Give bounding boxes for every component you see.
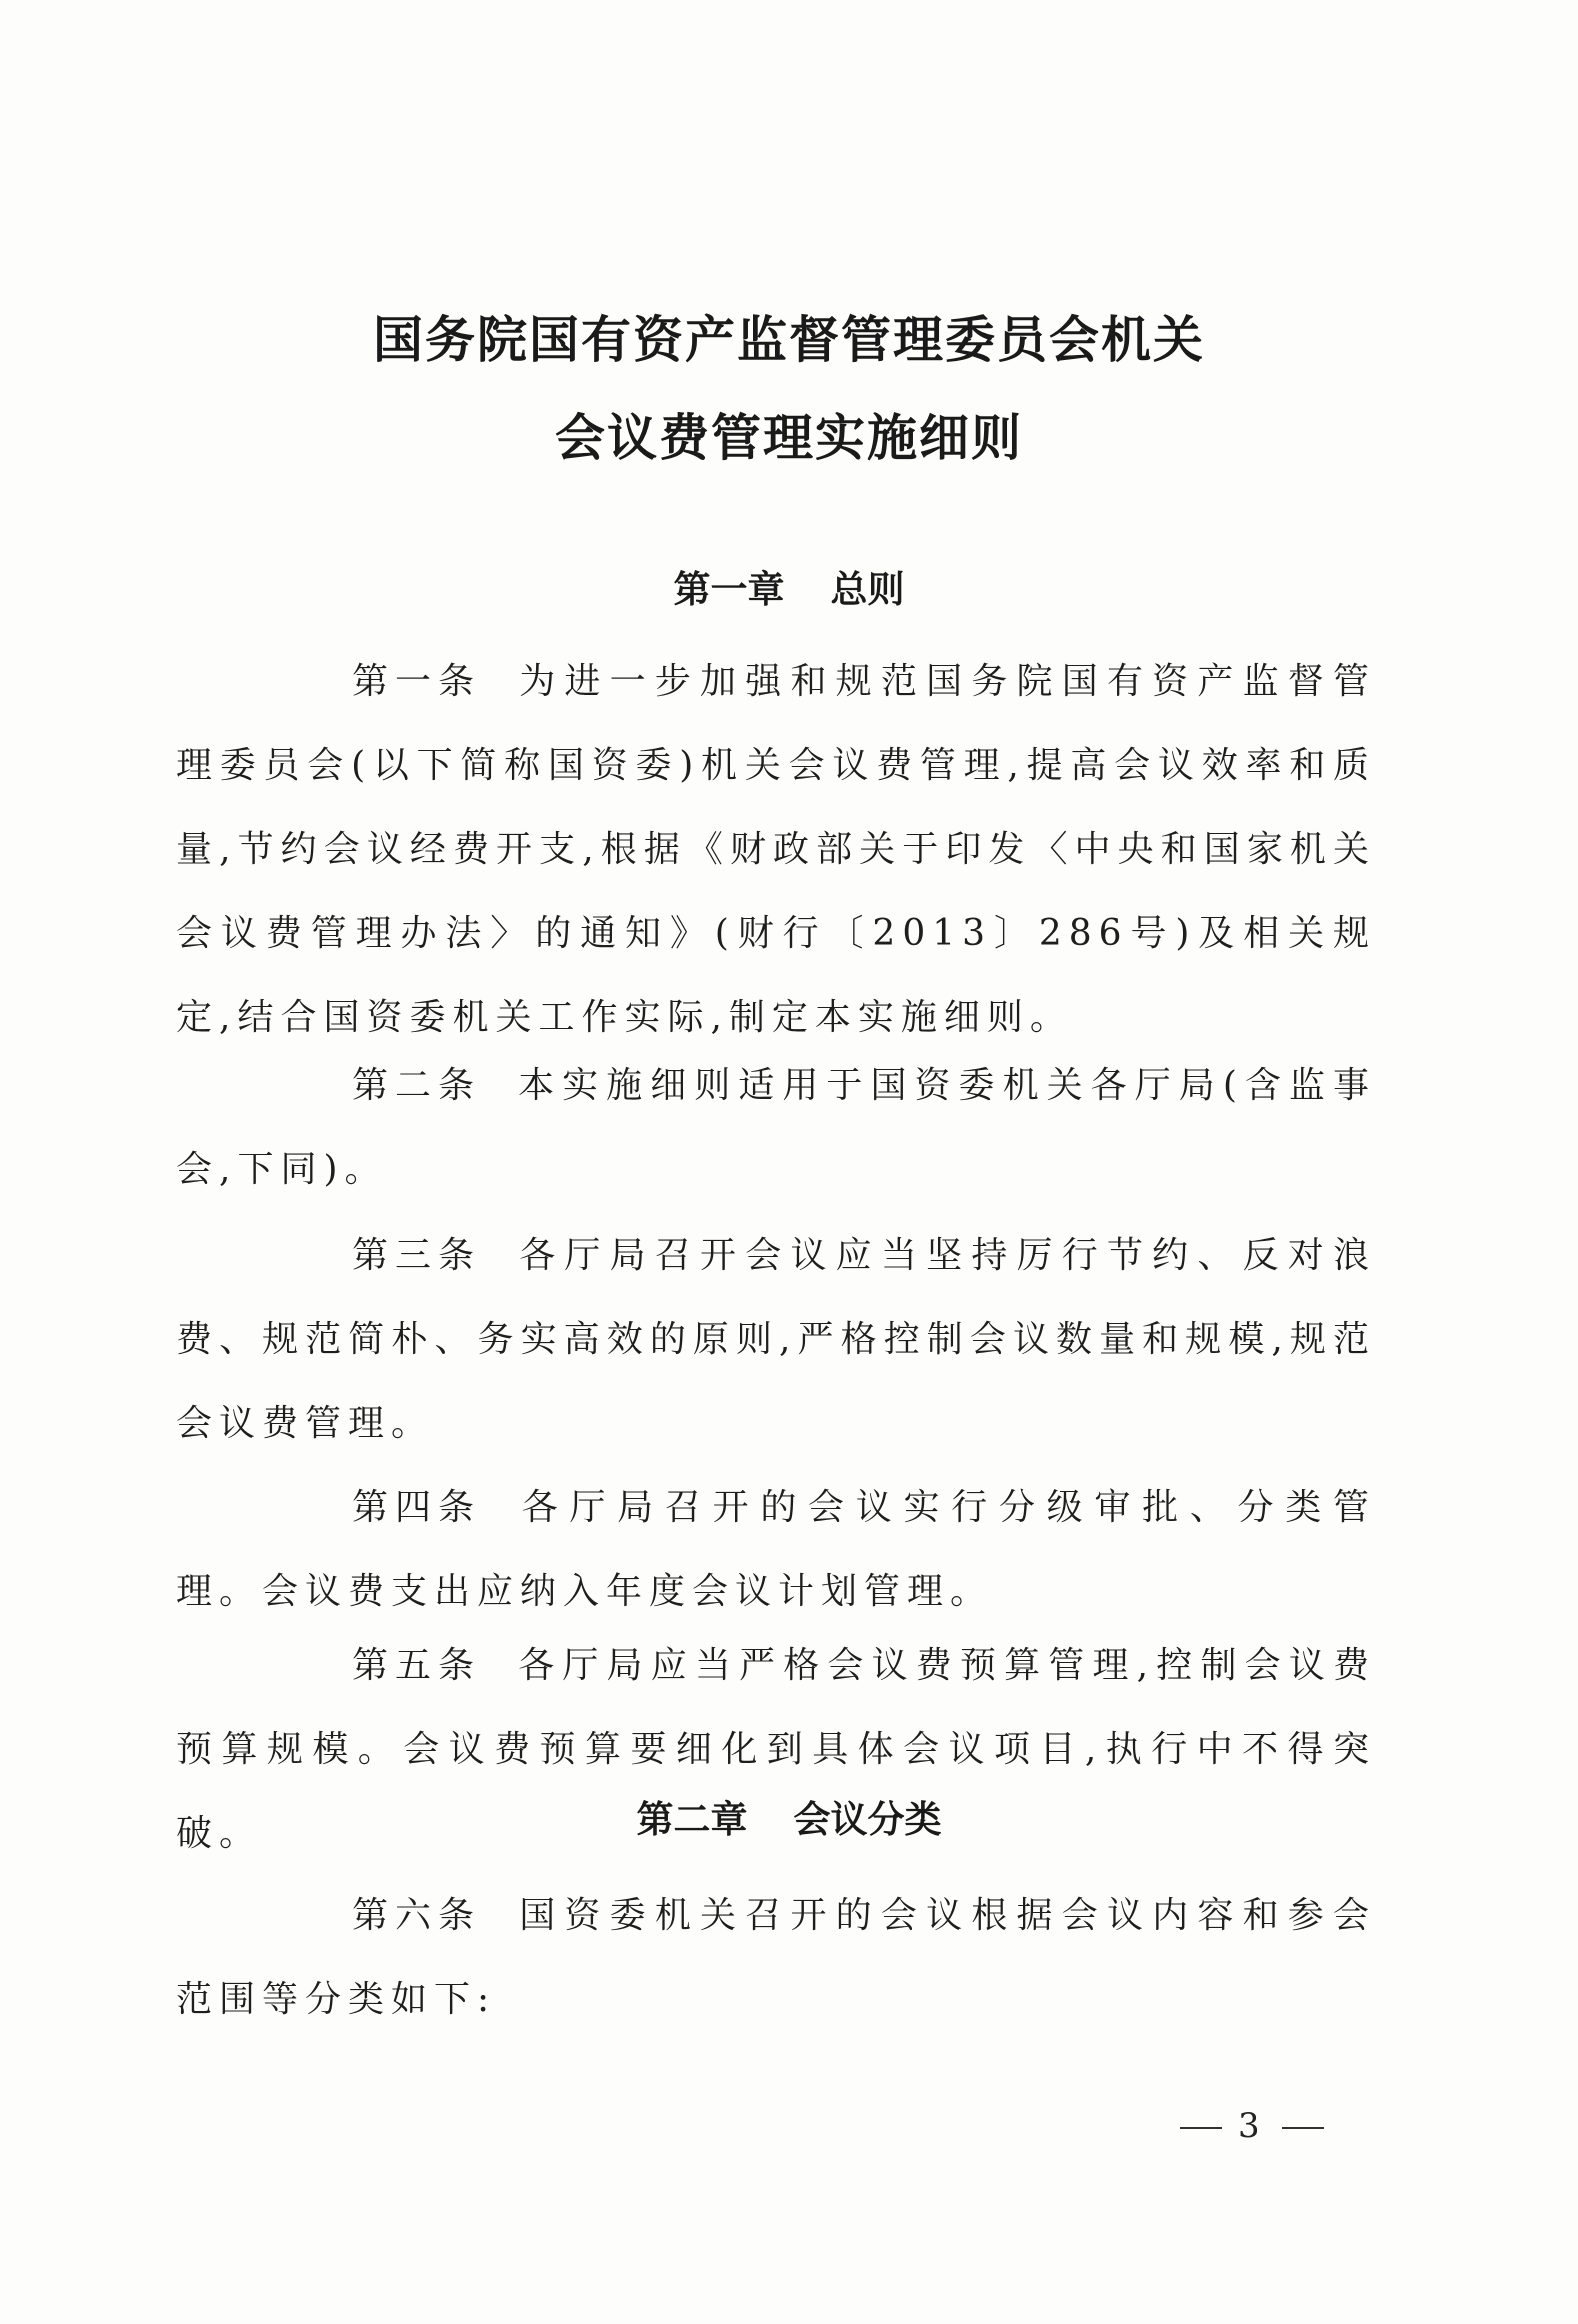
- document-title-line1: 国务院国有资产监督管理委员会机关: [373, 311, 1205, 369]
- article-2: [176, 1044, 1376, 1212]
- article-number: 第三条: [352, 1235, 482, 1276]
- article-text: 各厅局召开的会议实行分级审批、分类管理。会议费支出应纳入年度会议计划管理。: [176, 1487, 1376, 1612]
- article-text: 国资委机关召开的会议根据会议内容和参会范围等分类如下:: [176, 1895, 1376, 2020]
- chapter-heading-2: [0, 1798, 1578, 1842]
- page-number-dash-right: [1282, 2127, 1324, 2129]
- article-1: [176, 640, 1376, 1060]
- article-text: 本实施细则适用于国资委机关各厅局(含监事会,下同)。: [176, 1065, 1376, 1190]
- article-number: 第一条: [352, 661, 482, 702]
- article-text: 为进一步加强和规范国务院国有资产监督管理委员会(以下简称国资委)机关会议费管理,提高会议效率和质量,节约会议经费开支,根据《财政部关于印发〈中央和国家机关会议费管理办法〉的通知》(财行〔2013〕286号)及相关规定,结合国资委机关工作实际,制定本实施细则。: [176, 661, 1376, 1038]
- article-text: 各厅局召开会议应当坚持厉行节约、反对浪费、规范简朴、务实高效的原则,严格控制会议数量和规模,规范会议费管理。: [176, 1235, 1376, 1444]
- page-number-value: 3: [1238, 2106, 1266, 2146]
- chapter-heading-1: [0, 568, 1578, 612]
- chapter-label: 第二章: [636, 1798, 748, 1841]
- article-text: 各厅局应当严格会议费预算管理,控制会议费预算规模。会议费预算要细化到具体会议项目,执行中不得突破。: [176, 1645, 1376, 1854]
- article-number: 第四条: [352, 1487, 482, 1528]
- article-number: 第五条: [352, 1645, 482, 1686]
- chapter-label: 第一章: [673, 568, 785, 611]
- article-6: [176, 1874, 1376, 2042]
- article-number: 第六条: [352, 1895, 482, 1936]
- article-number: 第二条: [352, 1065, 482, 1106]
- chapter-name: 总则: [830, 568, 905, 611]
- article-3: [176, 1214, 1376, 1466]
- document-title-line2: 会议费管理实施细则: [555, 409, 1023, 467]
- article-4: [176, 1466, 1376, 1634]
- page-number: [1180, 2106, 1324, 2146]
- chapter-name: 会议分类: [793, 1798, 942, 1841]
- page-number-dash-left: [1180, 2127, 1222, 2129]
